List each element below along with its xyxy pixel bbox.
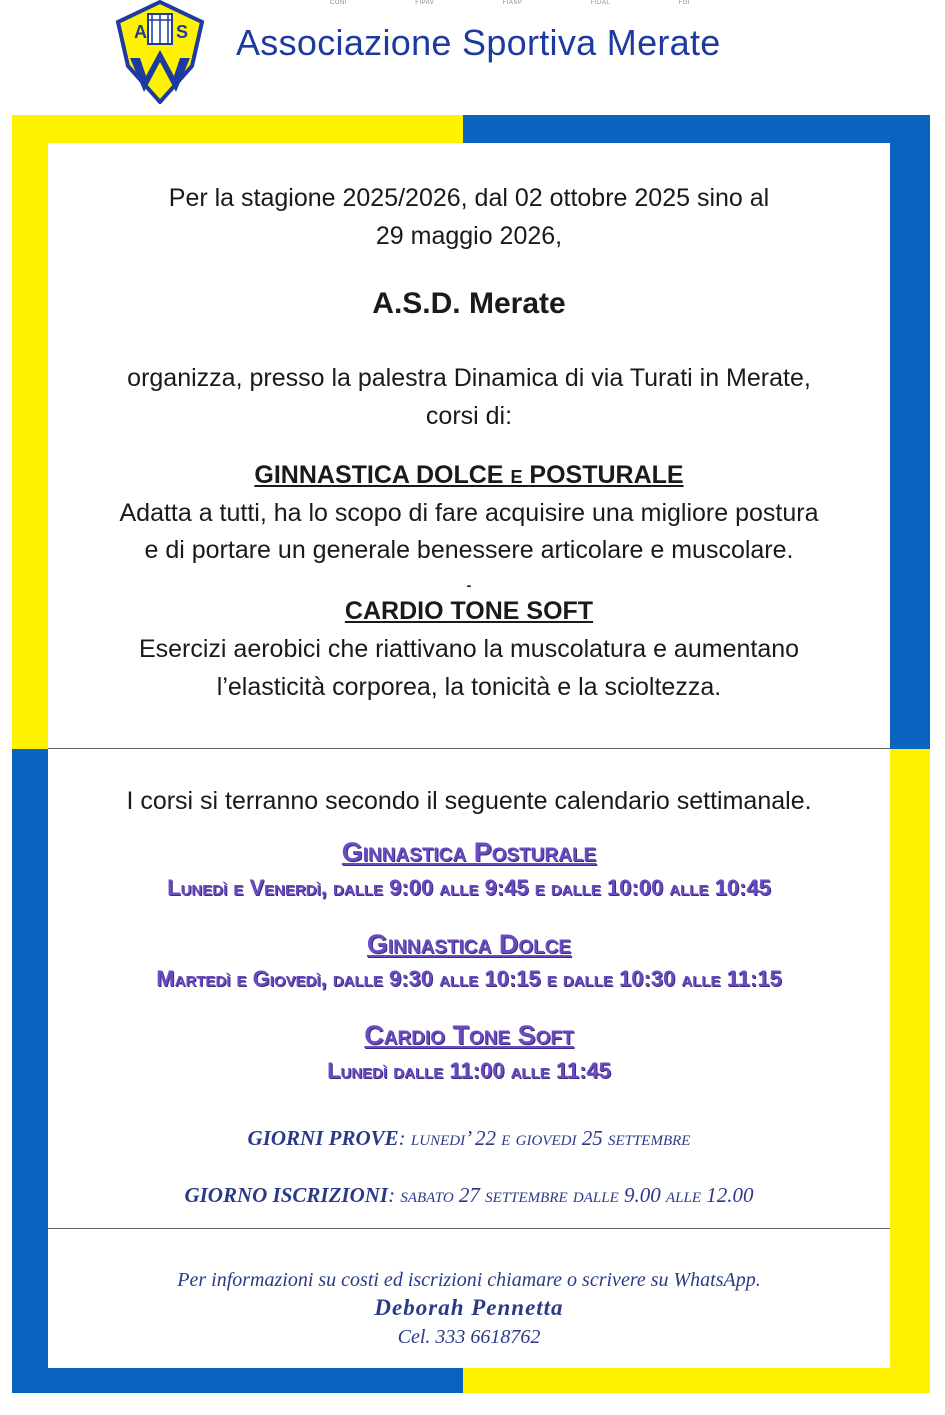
contact-phone: Cel. 333 6618762 bbox=[397, 1326, 541, 1348]
course-desc-2a: Esercizi aerobici che riattivano la muscolatura e aumentano bbox=[138, 635, 800, 663]
course-title-cardio: CARDIO TONE SOFT bbox=[344, 597, 594, 625]
course-desc-1a: Adatta a tutti, ha lo scopo di fare acquisire una migliore postura bbox=[119, 499, 819, 527]
asm-logo-icon bbox=[114, 0, 206, 104]
course-title-part-a: GINNASTICA DOLCE bbox=[254, 461, 504, 489]
federation-fipav: FIPAV bbox=[415, 0, 435, 6]
schedule-intro: I corsi si terranno secondo il seguente calendario settimanale. bbox=[126, 787, 812, 815]
logo-letter-a: A bbox=[134, 22, 147, 42]
organizer-name: A.S.D. Merate bbox=[372, 287, 566, 320]
trial-days bbox=[48, 1126, 890, 1151]
divider-bottom bbox=[48, 1228, 890, 1229]
course-separator: - bbox=[466, 577, 472, 593]
schedule-time-posturale: Lunedì e Venerdì, dalle 9:00 alle 9:45 e dalle 10:00 alle 10:45 bbox=[167, 875, 771, 900]
schedule-time-dolce: Martedì e Giovedì, dalle 9:30 alle 10:15 e dalle 10:30 alle 11:15 bbox=[156, 966, 782, 991]
federation-fgi: FGI bbox=[678, 0, 690, 6]
federation-fidal: FIDAL bbox=[590, 0, 611, 6]
federation-coni: CONI bbox=[330, 0, 347, 6]
trial-days-label: GIORNI PROVE bbox=[247, 1126, 399, 1150]
schedule-title-cardio: Cardio Tone Soft bbox=[364, 1020, 574, 1050]
contact-name: Deborah Pennetta bbox=[374, 1295, 564, 1320]
course-desc-2b: l’elasticità corporea, la tonicità e la scioltezza. bbox=[216, 673, 722, 701]
course-title-join: E bbox=[510, 467, 523, 487]
federation-fiasp: FIASP bbox=[502, 0, 523, 6]
registration-day bbox=[48, 1183, 890, 1208]
federation-logos bbox=[330, 0, 690, 10]
course-title-part-b: POSTURALE bbox=[529, 461, 684, 489]
trial-days-value: : lunedi’ 22 e giovedi 25 settembre bbox=[398, 1126, 691, 1150]
intro-line-1: Per la stagione 2025/2026, dal 02 ottobre 2025 sino al bbox=[168, 184, 770, 212]
logo-letter-s: S bbox=[176, 22, 189, 42]
registration-day-value: : sabato 27 settembre dalle 9.00 alle 12.00 bbox=[388, 1183, 754, 1207]
schedule-title-posturale: Ginnastica Posturale bbox=[341, 837, 597, 867]
intro-line-3: organizza, presso la palestra Dinamica di via Turati in Merate, bbox=[127, 364, 811, 392]
organization-title: Associazione Sportiva Merate bbox=[236, 22, 721, 63]
registration-day-label: GIORNO ISCRIZIONI bbox=[184, 1183, 389, 1207]
course-desc-1b: e di portare un generale benessere articolare e muscolare. bbox=[144, 536, 794, 564]
schedule-title-dolce: Ginnastica Dolce bbox=[366, 929, 572, 959]
flyer-card bbox=[48, 143, 890, 1368]
intro-line-4: corsi di: bbox=[425, 402, 513, 430]
contact-info: Per informazioni su costi ed iscrizioni chiamare o scrivere su WhatsApp. bbox=[177, 1269, 761, 1291]
header bbox=[0, 0, 945, 115]
schedule-time-cardio: Lunedì dalle 11:00 alle 11:45 bbox=[327, 1058, 611, 1083]
divider bbox=[48, 748, 890, 749]
intro-line-2: 29 maggio 2026, bbox=[375, 222, 563, 250]
course-title-ginnastica bbox=[48, 461, 890, 490]
